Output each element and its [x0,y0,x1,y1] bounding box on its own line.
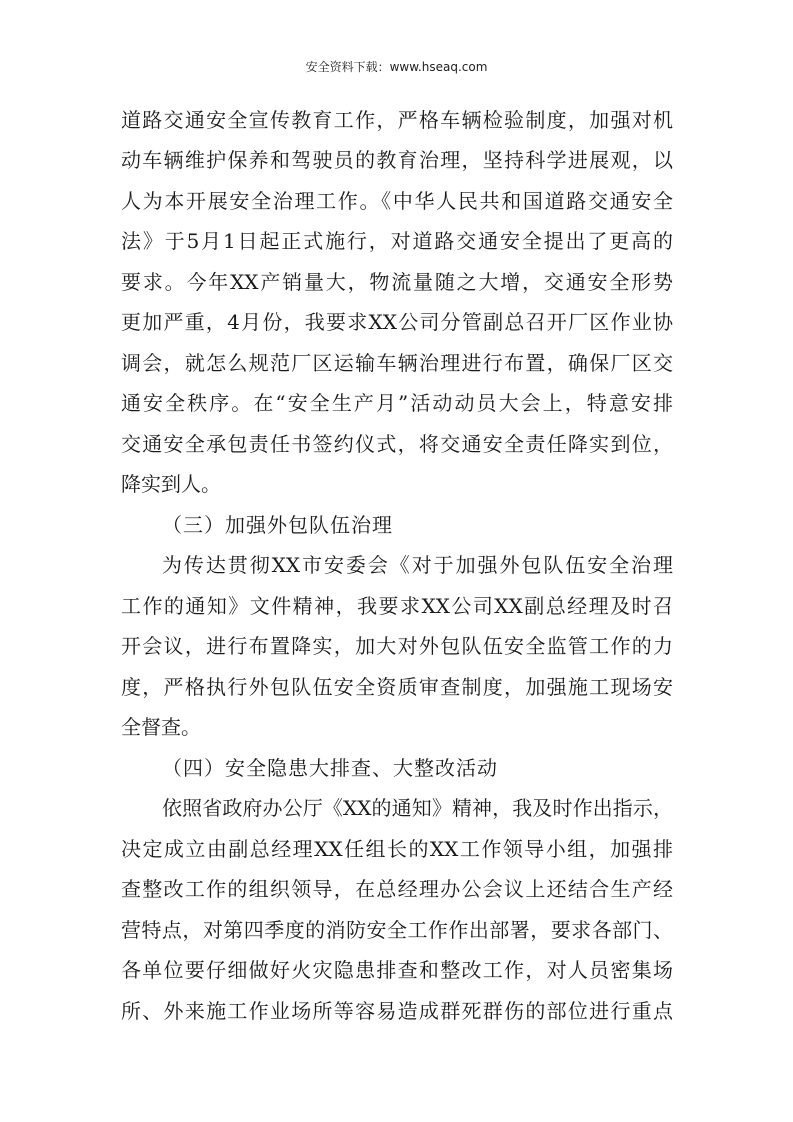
paragraph-line: 调会，就怎么规范厂区运输车辆治理进行布置，确保厂区交 [121,351,673,375]
paragraph-line: 人为本开展安全治理工作。《中华人民共和国道路交通安全 [121,189,673,213]
paragraph-line: 交通安全承包责任书签约仪式，将交通安全责任降实到位， [121,432,673,456]
paragraph-line: 要求。今年XX产销量大，物流量随之大增，交通安全形势 [121,270,673,294]
paragraph-line: 法》于5月1日起正式施行，对道路交通安全提出了更高的 [121,229,673,253]
paragraph-line: 营特点，对第四季度的消防安全工作作出部署，要求各部门、 [121,918,673,942]
paragraph-line: 动车辆维护保养和驾驶员的教育治理，坚持科学进展观，以 [121,148,673,172]
section-heading: （四）安全隐患大排查、大整改活动 [162,756,498,780]
paragraph-line: 降实到人。 [121,472,221,496]
paragraph-line: 开会议，进行布置降实，加大对外包队伍安全监管工作的力 [121,634,673,658]
paragraph-line: 各单位要仔细做好火灾隐患排查和整改工作，对人员密集场 [121,958,673,982]
paragraph-line: 更加严重，4月份，我要求XX公司分管副总召开厂区作业协 [121,310,673,334]
paragraph-line: 查整改工作的组织领导，在总经理办公会议上还结合生产经 [121,877,673,901]
section-heading: （三）加强外包队伍治理 [162,513,393,537]
paragraph-line: 度，严格执行外包队伍安全资质审查制度，加强施工现场安 [121,675,673,699]
paragraph-line: 道路交通安全宣传教育工作，严格车辆检验制度，加强对机 [121,108,673,132]
paragraph-line: 所、外来施工作业场所等容易造成群死群伤的部位进行重点 [121,999,673,1023]
paragraph-line: 通安全秩序。在“安全生产月”活动动员大会上，特意安排 [121,391,673,415]
paragraph-line: 为传达贯彻XX市安委会《对于加强外包队伍安全治理 [162,553,673,577]
paragraph-line: 决定成立由副总经理XX任组长的XX工作领导小组，加强排 [121,837,673,861]
page-header: 安全资料下载：www.hseaq.com [305,60,488,74]
paragraph-line: 全督查。 [121,715,201,739]
paragraph-line: 工作的通知》文件精神，我要求XX公司XX副总经理及时召 [121,594,673,618]
paragraph-line: 依照省政府办公厅《XX的通知》精神，我及时作出指示， [162,796,673,820]
